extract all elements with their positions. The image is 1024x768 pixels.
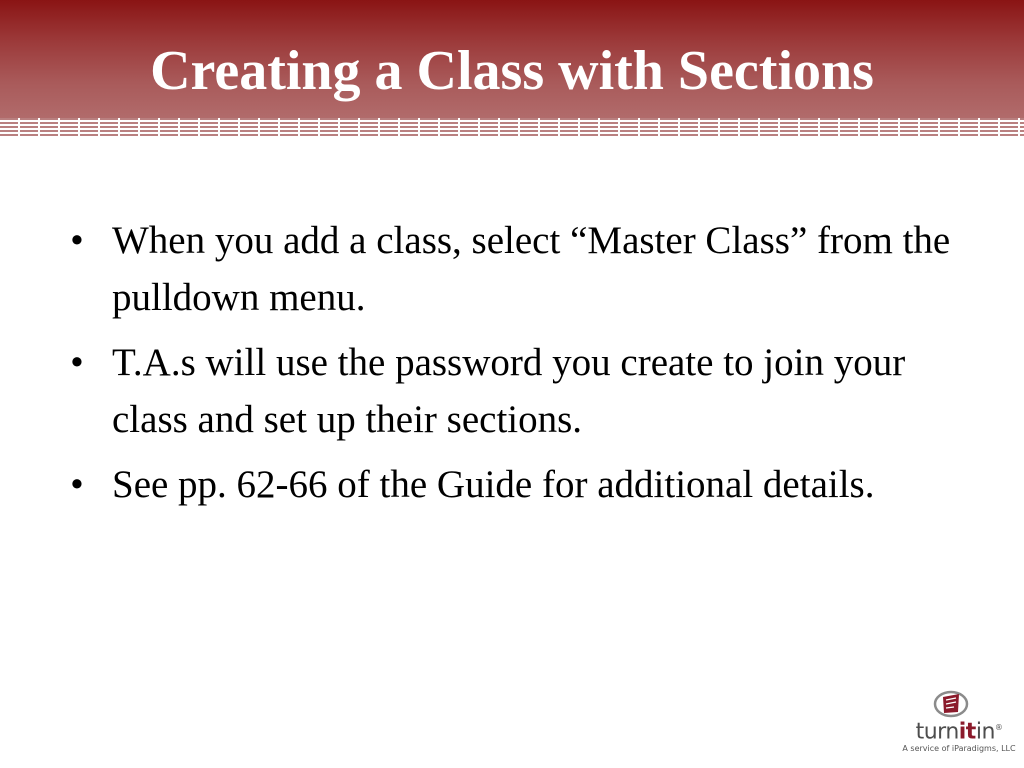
bullet-text: See pp. 62-66 of the Guide for additional details. [112,463,875,506]
logo-word-post: in [975,719,995,745]
bullet-icon: • [70,463,84,506]
bullet-item [62,334,962,448]
bullet-item [62,212,962,326]
registered-mark: ® [994,723,1003,732]
bullet-icon: • [70,341,84,384]
bullet-text: When you add a class, select “Master Class” from the pulldown menu. [112,219,951,319]
bullet-text: T.A.s will use the password you create to join your class and set up their sections. [112,341,906,441]
slide-title: Creating a Class with Sections [150,40,874,102]
turnitin-logo [900,688,1018,762]
bullet-item [62,456,962,513]
bullet-icon: • [70,219,84,262]
logo-tagline: A service of iParadigms, LLC [902,744,1016,753]
logo-word-pre: turn [915,719,959,745]
title-bar [0,0,1024,118]
bullet-list [62,212,962,521]
logo-word-mid: it [958,719,976,745]
title-divider [0,118,1024,136]
logo-wordmark [900,714,1018,746]
